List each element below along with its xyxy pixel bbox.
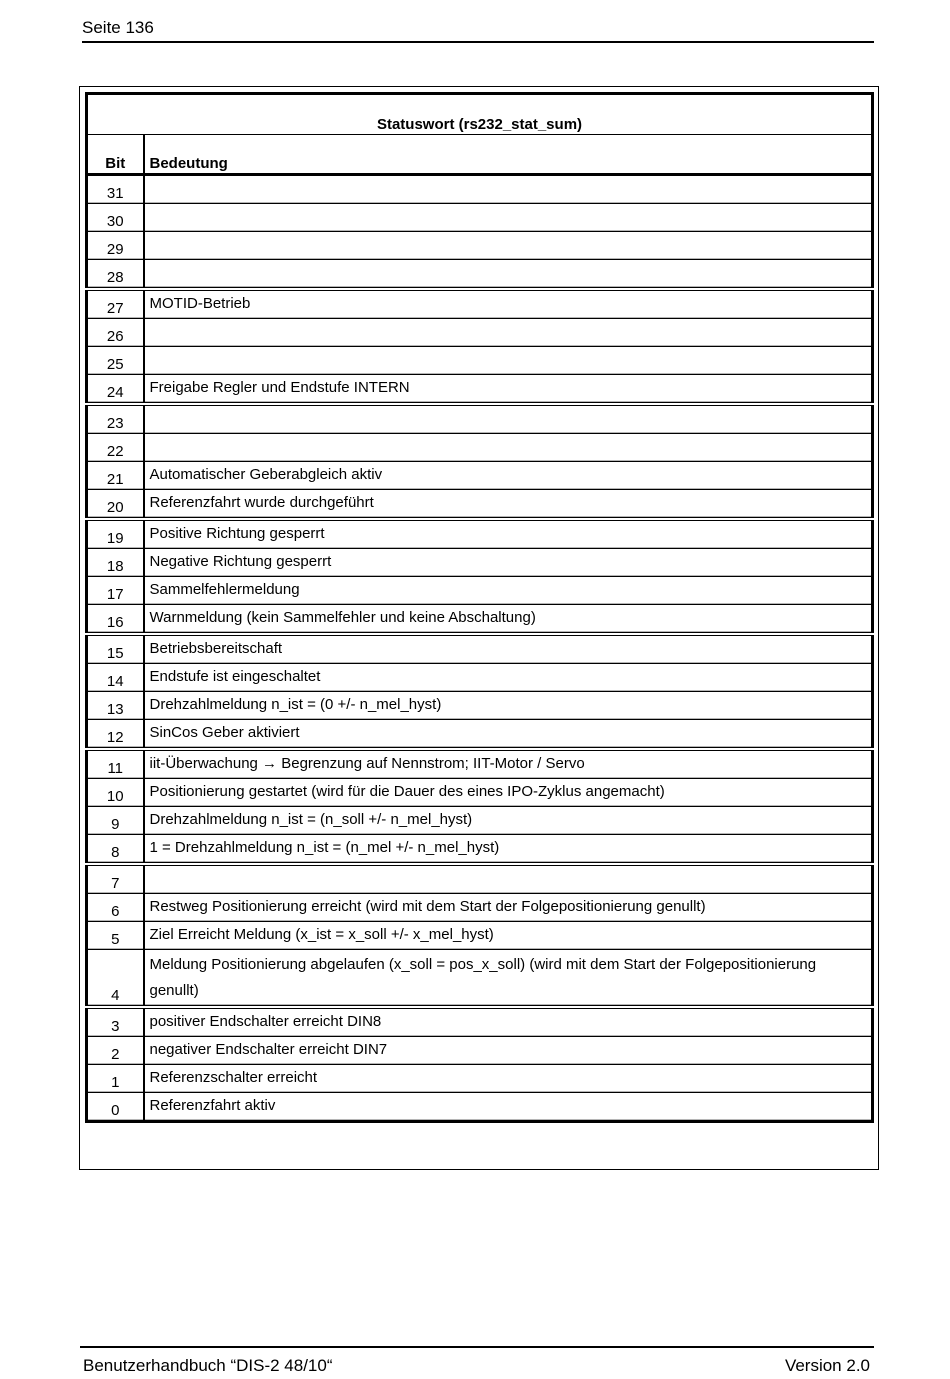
table-body [87,175,873,1122]
meaning-cell [144,260,873,290]
meaning-cell [144,864,873,894]
table-row [87,894,873,922]
meaning-cell: iit-Überwachung → Begrenzung auf Nennstrom; IIT-Motor / Servo [144,749,873,779]
meaning-cell: Negative Richtung gesperrt [144,549,873,577]
bit-cell: 7 [87,864,144,894]
table-row [87,605,873,635]
bit-cell: 9 [87,807,144,835]
table-row [87,1065,873,1093]
bit-cell: 2 [87,1037,144,1065]
bit-cell: 16 [87,605,144,635]
meaning-cell: Drehzahlmeldung n_ist = (n_soll +/- n_mel_hyst) [144,807,873,835]
table-row [87,519,873,549]
table-row [87,319,873,347]
table-row [87,232,873,260]
page-header [82,17,874,43]
table-row [87,434,873,462]
table-row [87,289,873,319]
page-footer [80,1346,874,1378]
table-row [87,664,873,692]
meaning-cell: MOTID-Betrieb [144,289,873,319]
table-row [87,779,873,807]
meaning-cell: 1 = Drehzahlmeldung n_ist = (n_mel +/- n_mel_hyst) [144,835,873,865]
table-row [87,692,873,720]
bit-cell: 10 [87,779,144,807]
table-row [87,1037,873,1065]
table-title-row [87,94,873,135]
bit-cell: 8 [87,835,144,865]
table-row [87,404,873,434]
table-row [87,807,873,835]
bit-cell: 20 [87,490,144,520]
meaning-cell [144,347,873,375]
meaning-cell: Drehzahlmeldung n_ist = (0 +/- n_mel_hyst) [144,692,873,720]
meaning-cell: Meldung Positionierung abgelaufen (x_soll = pos_x_soll) (wird mit dem Start der Folgepositionierung genullt) [144,950,873,1008]
bit-cell: 4 [87,950,144,1008]
bit-cell: 29 [87,232,144,260]
meaning-cell: Ziel Erreicht Meldung (x_ist = x_soll +/- x_mel_hyst) [144,922,873,950]
table-row [87,1093,873,1122]
meaning-cell: Betriebsbereitschaft [144,634,873,664]
bit-cell: 5 [87,922,144,950]
table-row [87,835,873,865]
table-row [87,549,873,577]
bit-cell: 19 [87,519,144,549]
bit-cell: 31 [87,175,144,204]
bit-cell: 3 [87,1007,144,1037]
table-header-row [87,135,873,175]
table-row [87,922,873,950]
status-word-table [85,92,874,1123]
meaning-cell: Referenzfahrt aktiv [144,1093,873,1122]
table-row [87,950,873,1008]
meaning-cell: Warnmeldung (kein Sammelfehler und keine Abschaltung) [144,605,873,635]
version-label: Version 2.0 [784,1356,870,1375]
meaning-cell [144,232,873,260]
bit-cell: 26 [87,319,144,347]
bit-cell: 25 [87,347,144,375]
bit-cell: 12 [87,720,144,750]
meaning-cell: SinCos Geber aktiviert [144,720,873,750]
meaning-cell: Freigabe Regler und Endstufe INTERN [144,375,873,405]
page-number: Seite 136 [82,18,154,37]
bit-cell: 28 [87,260,144,290]
meaning-cell: Referenzfahrt wurde durchgeführt [144,490,873,520]
meaning-cell: Endstufe ist eingeschaltet [144,664,873,692]
bit-cell: 17 [87,577,144,605]
bit-cell: 11 [87,749,144,779]
bit-cell: 24 [87,375,144,405]
table-row [87,375,873,405]
table-row [87,490,873,520]
bit-cell: 14 [87,664,144,692]
meaning-cell: Positive Richtung gesperrt [144,519,873,549]
table-row [87,175,873,204]
meaning-cell: Automatischer Geberabgleich aktiv [144,462,873,490]
bit-cell: 15 [87,634,144,664]
table-row [87,749,873,779]
bit-cell: 6 [87,894,144,922]
table-row [87,1007,873,1037]
manual-title: Benutzerhandbuch “DIS-2 48/10“ [83,1356,333,1375]
meaning-cell: Referenzschalter erreicht [144,1065,873,1093]
meaning-cell: Positionierung gestartet (wird für die Dauer des eines IPO-Zyklus angemacht) [144,779,873,807]
table-title: Statuswort (rs232_stat_sum) [87,94,873,135]
table-row [87,204,873,232]
table-row [87,347,873,375]
bit-cell: 1 [87,1065,144,1093]
column-header-meaning: Bedeutung [144,135,873,175]
bit-cell: 22 [87,434,144,462]
table-row [87,260,873,290]
bit-cell: 13 [87,692,144,720]
meaning-cell [144,319,873,347]
table-row [87,720,873,750]
bit-cell: 27 [87,289,144,319]
meaning-cell: negativer Endschalter erreicht DIN7 [144,1037,873,1065]
meaning-cell [144,175,873,204]
table-row [87,462,873,490]
meaning-cell [144,204,873,232]
meaning-cell [144,404,873,434]
table-row [87,577,873,605]
bit-cell: 0 [87,1093,144,1122]
meaning-cell: Sammelfehlermeldung [144,577,873,605]
bit-cell: 30 [87,204,144,232]
meaning-cell: Restweg Positionierung erreicht (wird mit dem Start der Folgepositionierung genullt) [144,894,873,922]
bit-cell: 21 [87,462,144,490]
meaning-cell: positiver Endschalter erreicht DIN8 [144,1007,873,1037]
meaning-cell [144,434,873,462]
table-row [87,864,873,894]
column-header-bit: Bit [87,135,144,175]
bit-cell: 18 [87,549,144,577]
bit-cell: 23 [87,404,144,434]
table-row [87,634,873,664]
